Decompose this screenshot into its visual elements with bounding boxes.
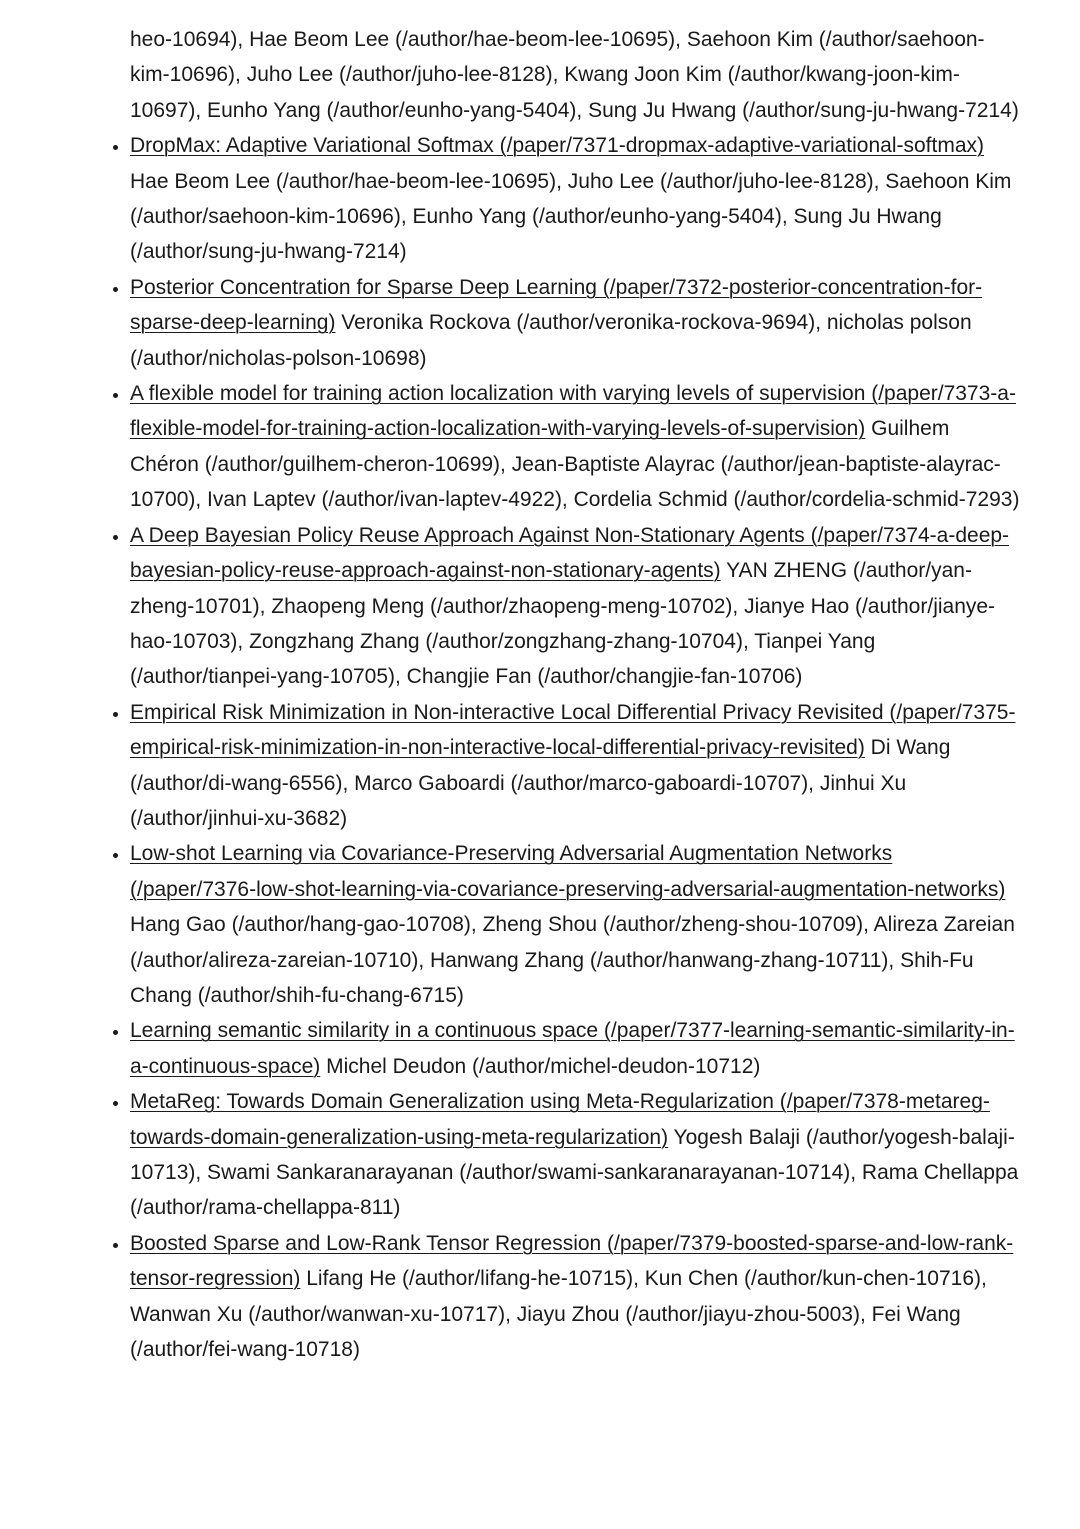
list-item <box>130 695 1020 837</box>
list-item <box>130 836 1020 1013</box>
paper-title-link[interactable]: A Deep Bayesian Policy Reuse Approach Against Non-Stationary Agents (/paper/7374-a-deep-bayesian-policy-reuse-approach-against-non-stationary-agents) <box>130 523 1010 583</box>
list-item <box>130 128 1020 270</box>
paper-authors: Hang Gao (/author/hang-gao-10708), Zheng Shou (/author/zheng-shou-10709), Alireza Zareian (/author/alireza-zareian-10710), Hanwang Zhang (/author/hanwang-zhang-10711), Shih-Fu Chang (/author/shih-fu-chang-6715) <box>130 913 1015 1007</box>
paper-authors: Veronika Rockova (/author/veronika-rockova-9694), nicholas polson (/author/nicholas-polson-10698) <box>130 311 972 370</box>
paper-authors: Michel Deudon (/author/michel-deudon-10712) <box>320 1054 761 1078</box>
list-item <box>130 518 1020 695</box>
paper-authors: Hae Beom Lee (/author/hae-beom-lee-10695), Juho Lee (/author/juho-lee-8128), Saehoon Kim (/author/saehoon-kim-10696), Eunho Yang (/author/eunho-yang-5404), Sung Ju Hwang (/author/sung-ju-hwang-7214) <box>130 169 1012 264</box>
paper-title-link[interactable]: MetaReg: Towards Domain Generalization using Meta-Regularization (/paper/7378-metareg-towards-domain-generalization-using-meta-regularization) <box>130 1090 990 1149</box>
paper-title-link[interactable]: Boosted Sparse and Low-Rank Tensor Regression (/paper/7379-boosted-sparse-and-low-rank-tensor-regression) <box>130 1231 1014 1291</box>
paper-authors: Guilhem Chéron (/author/guilhem-cheron-10699), Jean-Baptiste Alayrac (/author/jean-baptiste-alayrac-10700), Ivan Laptev (/author/ivan-laptev-4922), Cordelia Schmid (/author/cordelia-schmid-7293) <box>130 417 1020 512</box>
list-item <box>130 1013 1020 1084</box>
paper-authors: Di Wang (/author/di-wang-6556), Marco Gaboardi (/author/marco-gaboardi-10707), Jinhui Xu (/author/jinhui-xu-3682) <box>130 736 951 830</box>
paper-title-link[interactable]: DropMax: Adaptive Variational Softmax (/paper/7371-dropmax-adaptive-variational-softmax) <box>130 134 985 158</box>
paper-authors: Lifang He (/author/lifang-he-10715), Kun Chen (/author/kun-chen-10716), Wanwan Xu (/author/wanwan-xu-10717), Jiayu Zhou (/author/jiayu-zhou-5003), Fei Wang (/author/fei-wang-10718) <box>130 1267 987 1362</box>
list-item <box>130 1084 1020 1226</box>
paper-title-link[interactable]: Posterior Concentration for Sparse Deep Learning (/paper/7372-posterior-concentration-for-sparse-deep-learning) <box>130 275 983 335</box>
paper-title-link[interactable]: Empirical Risk Minimization in Non-interactive Local Differential Privacy Revisited (/paper/7375-empirical-risk-minimization-in-non-interactive-local-differential-privacy-revisited) <box>130 700 1016 760</box>
paper-list-page <box>0 22 1080 1367</box>
list-item <box>130 270 1020 376</box>
paper-title-link[interactable]: Low-shot Learning via Covariance-Preserving Adversarial Augmentation Networks (/paper/7376-low-shot-learning-via-covariance-preserving-adversarial-augmentation-networks) <box>130 842 1006 901</box>
paper-title-link[interactable]: A flexible model for training action localization with varying levels of supervision (/paper/7373-a-flexible-model-for-training-action-localization-with-varying-levels-of-supervision) <box>130 382 1016 441</box>
list-item <box>130 376 1020 518</box>
paper-authors: Yogesh Balaji (/author/yogesh-balaji-10713), Swami Sankaranarayanan (/author/swami-sankaranarayanan-10714), Rama Chellappa (/author/rama-chellappa-811) <box>130 1125 1019 1220</box>
previous-entry-authors-continuation: heo-10694), Hae Beom Lee (/author/hae-beom-lee-10695), Saehoon Kim (/author/saehoon-kim-10696), Juho Lee (/author/juho-lee-8128), Kwang Joon Kim (/author/kwang-joon-kim-10697), Eunho Yang (/author/eunho-yang-5404), Sung Ju Hwang (/author/sung-ju-hwang-7214) <box>130 28 1019 122</box>
list-item <box>130 1226 1020 1368</box>
paper-list <box>0 128 1020 1367</box>
paper-title-link[interactable]: Learning semantic similarity in a continuous space (/paper/7377-learning-semantic-similarity-in-a-continuous-space) <box>130 1019 1015 1078</box>
paper-authors: YAN ZHENG (/author/yan-zheng-10701), Zhaopeng Meng (/author/zhaopeng-meng-10702), Jianye Hao (/author/jianye-hao-10703), Zongzhang Zhang (/author/zongzhang-zhang-10704), Tianpei Yang (/author/tianpei-yang-10705), Changjie Fan (/author/changjie-fan-10706) <box>130 559 996 689</box>
